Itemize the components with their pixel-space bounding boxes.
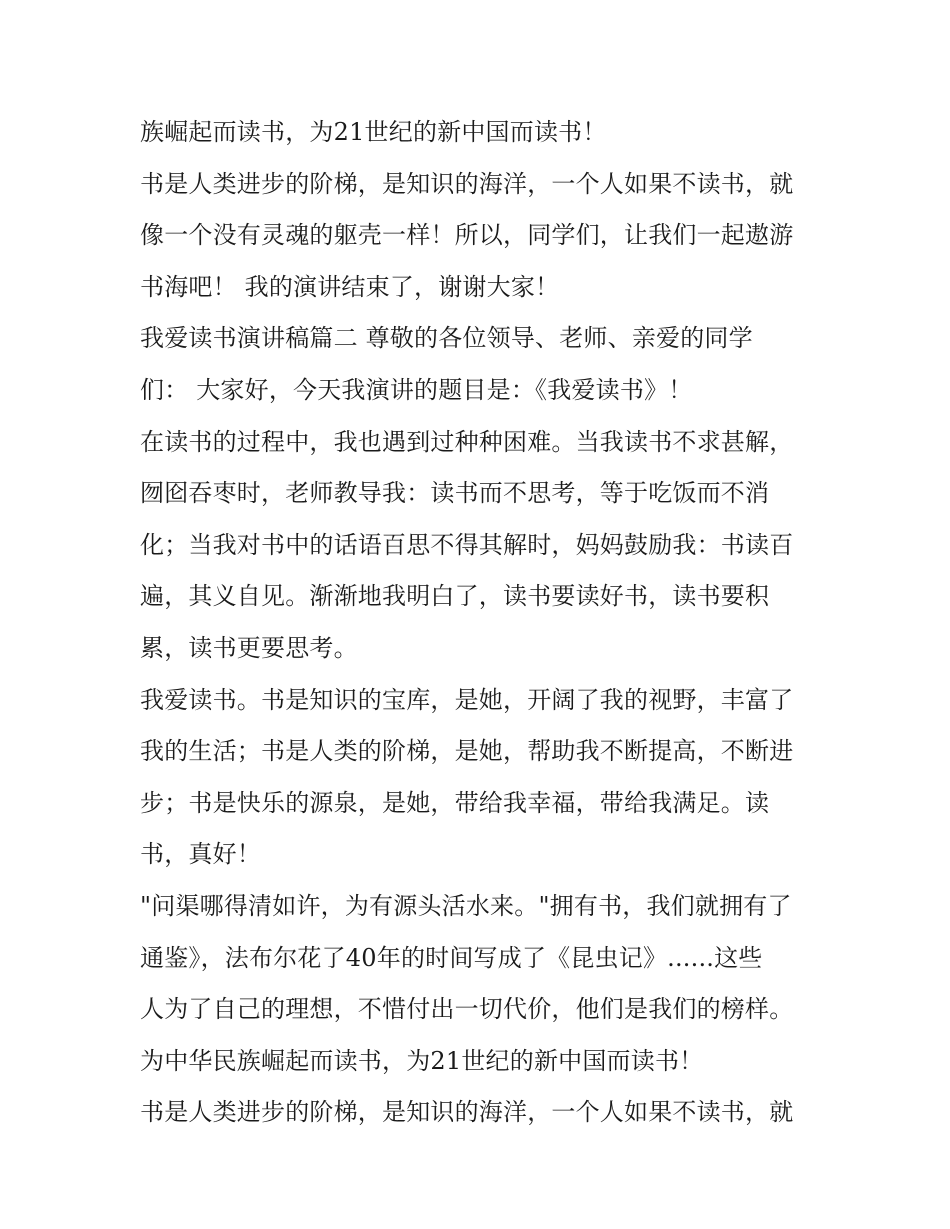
text-line: 化；当我对书中的话语百思不得其解时，妈妈鼓励我：书读百 xyxy=(140,530,794,559)
body-text xyxy=(140,107,820,1139)
text-line: 们： 大家好，今天我演讲的题目是：《我爱读书》！ xyxy=(140,375,693,404)
text-line: 为中华民族崛起而读书，为21世纪的新中国而读书！ xyxy=(140,1046,704,1075)
text-line: 囫囵吞枣时，老师教导我：读书而不思考，等于吃饭而不消 xyxy=(140,479,770,508)
text-line: 我爱读书演讲稿篇二 尊敬的各位领导、老师、亲爱的同学 xyxy=(140,324,753,353)
text-line: 族崛起而读书，为21世纪的新中国而读书！ xyxy=(140,118,607,146)
text-line: 我的生活；书是人类的阶梯，是她，帮助我不断提高，不断进 xyxy=(140,737,794,766)
text-line: 我爱读书。书是知识的宝库，是她，开阔了我的视野，丰富了 xyxy=(140,685,794,714)
text-line: 累，读书更要思考。 xyxy=(140,633,358,662)
text-line: 书，真好！ xyxy=(140,840,261,869)
text-line: 遍，其义自见。渐渐地我明白了，读书要读好书，读书要积 xyxy=(140,582,770,611)
text-line: 通鉴》，法布尔花了40年的时间写成了《昆虫记》......这些 xyxy=(140,943,763,972)
text-line: "问渠哪得清如许，为有源头活水来。"拥有书，我们就拥有了 xyxy=(140,891,792,920)
text-line: 书是人类进步的阶梯，是知识的海洋，一个人如果不读书，就 xyxy=(140,1098,794,1127)
text-line: 书海吧！ 我的演讲结束了，谢谢大家！ xyxy=(140,272,560,301)
text-line: 人为了自己的理想，不惜付出一切代价，他们是我们的榜样。 xyxy=(140,995,794,1024)
text-line: 像一个没有灵魂的躯壳一样！所以，同学们，让我们一起遨游 xyxy=(140,221,794,250)
text-line: 在读书的过程中，我也遇到过种种困难。当我读书不求甚解， xyxy=(140,427,794,456)
text-line: 步；书是快乐的源泉，是她，带给我幸福，带给我满足。读 xyxy=(140,788,770,817)
text-line: 书是人类进步的阶梯，是知识的海洋，一个人如果不读书，就 xyxy=(140,169,794,198)
